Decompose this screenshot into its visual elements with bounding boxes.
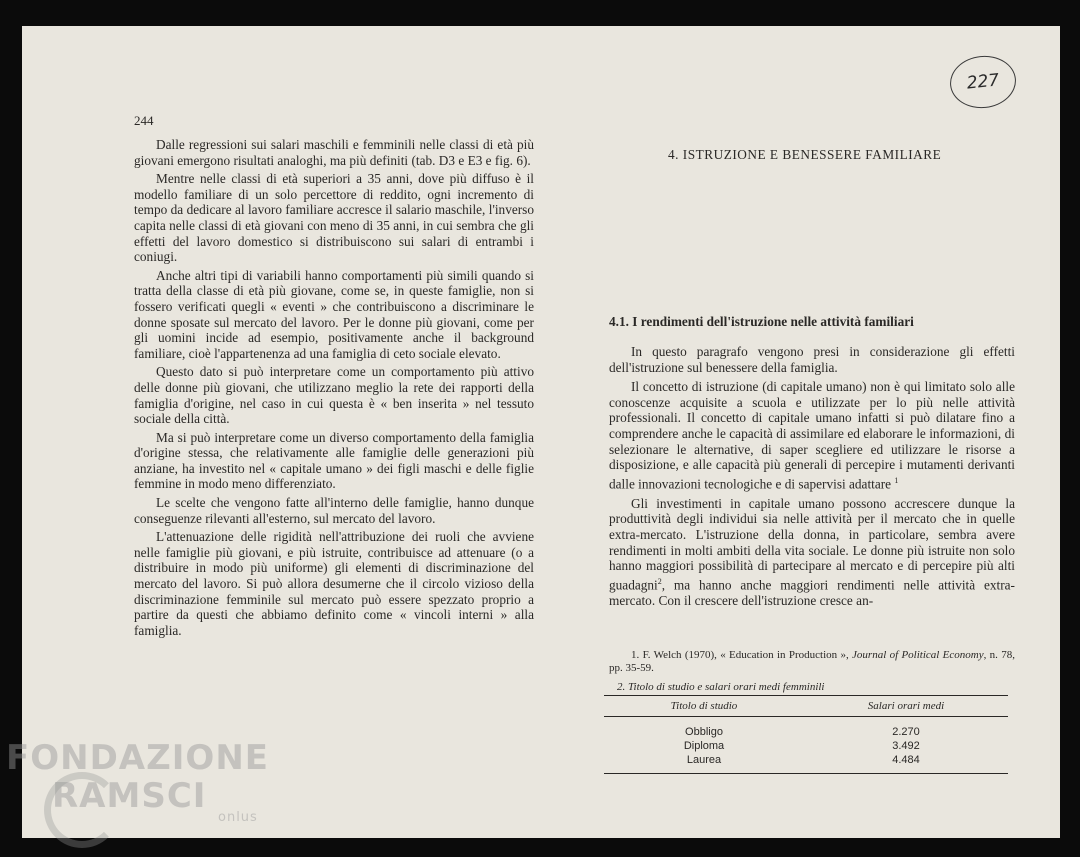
footnote-ref: 1: [894, 475, 899, 485]
right-column: [609, 344, 1015, 612]
header-cell: Titolo di studio: [670, 700, 738, 712]
table-row: [604, 725, 1008, 739]
watermark: [6, 738, 269, 825]
paragraph: [609, 496, 1015, 609]
row-label: Laurea: [686, 754, 722, 766]
table-bottom-rule: [604, 773, 1008, 774]
row-value: 2.270: [892, 726, 920, 738]
left-column: [134, 137, 534, 641]
paragraph-text: Gli investimenti in capitale umano possono accrescere dunque la produttività degli individui sia nelle attività per il mercato che in quelle extra-mercato. L'istruzione della donna, in particolare, sembra avere rendimenti in molti ambiti della vita sociale. Le donne più istruite non solo hanno maggiori possibilità di partecipare al mercato e di percepire più alti guadagni: [609, 495, 1015, 593]
footnotes: [609, 649, 1015, 694]
header-cell: Salari orari medi: [867, 700, 945, 712]
watermark-line: FONDAZIONE: [6, 738, 270, 778]
paragraph: Mentre nelle classi di età superiori a 35 anni, dove più diffuso è il modello familiare di un solo percettore di reddito, ogni incremento di tempo da dedicare al lavoro familiare accresce il salario maschile, l'inverso capita nelle classi di età giovani con meno di 35 anni, in cui sembra che gli effetti del lavoro domestico si distribuiscono sui salari di entrambi i coniugi.: [134, 171, 534, 265]
paragraph: Anche altri tipi di variabili hanno comportamenti più simili quando si tratta della classe di età più giovane, come se, in queste famiglie, non si fossero verificati quegli « eventi » che contribuiscono a discriminare le donne sposate sul mercato del lavoro. Per le donne più giovani, come per gli uomini incide ad esempio, positivamente anche il background familiare, cioè l'appartenenza ad una famiglia di ceto sociale elevato.: [134, 267, 534, 361]
watermark-line: RAMSCI: [52, 776, 207, 816]
table-body: [604, 717, 1008, 773]
footnote-2-title: 2. Titolo di studio e salari orari medi femminili: [617, 681, 825, 693]
paragraph-text: Il concetto di istruzione (di capitale umano) non è qui limitato solo alle conoscenze acquisite a scuola e utilizzate per lo più nelle attività professionali. Il concetto di capitale umano infatti si può dilatare fino a comprendere anche le capacità di assimilare ed elaborare le informazioni, di selezionare le alternative, di saper scegliere ed utilizzare le risorse a disposizione, e alle capacità più generali di percepire i mutamenti derivanti dalle innovazioni tecnologiche e di sapervisi adattare: [609, 379, 1015, 492]
row-label: Obbligo: [685, 726, 723, 738]
section-title: 4.1. I rendimenti dell'istruzione nelle attività familiari: [609, 314, 914, 329]
document-page: [22, 26, 1060, 838]
row-value: 4.484: [892, 754, 920, 766]
paragraph: Dalle regressioni sui salari maschili e femminili nelle classi di età più giovani emergono risultati analoghi, ma più definiti (tab. D3 e E3 e fig. 6).: [134, 137, 534, 168]
table-row: [604, 753, 1008, 767]
paragraph: Questo dato si può interpretare come un comportamento più attivo delle donne più giovani, che utilizzano meglio la rete dei rapporti della famiglia d'origine, nel caso in cui questa è « ben inserita » nel tessuto sociale della città.: [134, 364, 534, 427]
paragraph: [609, 379, 1015, 492]
paragraph: In questo paragrafo vengono presi in considerazione gli effetti dell'istruzione sul benessere della famiglia.: [609, 344, 1015, 375]
row-value: 3.492: [892, 740, 920, 752]
chapter-title: 4. ISTRUZIONE E BENESSERE FAMILIARE: [668, 147, 942, 162]
row-label: Diploma: [683, 740, 725, 752]
paragraph: L'attenuazione delle rigidità nell'attribuzione dei ruoli che avviene nelle famiglie più giovani, e più istruite, contribuisce ad attenuare (o a distribuire in modo più uniforme) gli elementi di discriminazione del mercato del lavoro. Si può allora desumerne che il circolo vizioso della discriminazione femminile sul mercato può essere spezzato proprio a partire da questi che abbiamo definito come « vincoli interni » alla famiglia.: [134, 529, 534, 638]
paragraph: Le scelte che vengono fatte all'interno delle famiglie, hanno dunque conseguenze rilevanti all'esterno, sul mercato del lavoro.: [134, 495, 534, 526]
page-number: 244: [134, 113, 154, 128]
table-row: [604, 739, 1008, 753]
footnote-text: 1. F. Welch (1970), « Education in Production »,: [631, 649, 853, 661]
footnote-ref: 2: [657, 576, 662, 586]
paragraph: Ma si può interpretare come un diverso comportamento della famiglia d'origine stessa, che relativamente alle famiglie delle generazioni più anziane, ha investito nel « capitale umano » dei figli maschi e delle figlie femmine in modo meno differenziato.: [134, 429, 534, 492]
paragraph-text: , ma hanno anche maggiori rendimenti nelle attività extra-mercato. Con il crescere dell'istruzione cresce an-: [609, 577, 1015, 608]
archive-stamp: 227: [947, 53, 1018, 112]
footnote-text: , n. 78, pp. 35-59.: [609, 649, 1015, 674]
salary-table: [604, 695, 1008, 774]
footnote-1: [609, 649, 1015, 675]
watermark-line: onlus: [218, 810, 258, 825]
footnote-journal: Journal of Political Economy: [852, 649, 984, 661]
table-header: [604, 696, 1008, 716]
